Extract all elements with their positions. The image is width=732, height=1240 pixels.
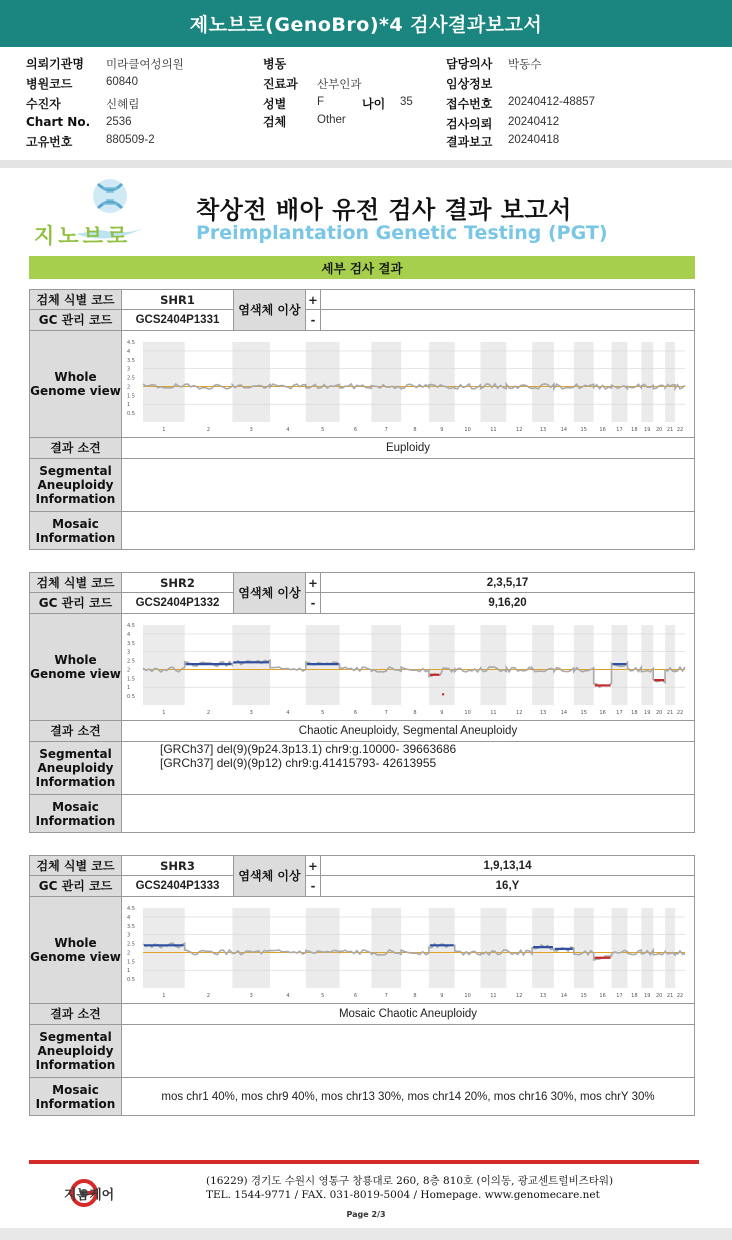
x-tick-label: 10 (464, 710, 471, 716)
y-tick-label: 4.5 (127, 906, 135, 912)
minus-sign: - (305, 875, 321, 897)
y-tick-label: 1 (127, 685, 131, 692)
x-tick-label: 11 (490, 710, 497, 716)
chromosome-band (371, 625, 401, 705)
cnv-point (442, 693, 444, 695)
x-tick-label: 5 (321, 710, 325, 716)
y-tick-label: 0.5 (127, 977, 135, 984)
chromosome-band (612, 342, 628, 422)
mosaic-value (121, 511, 695, 550)
y-tick-label: 4 (127, 914, 131, 921)
y-tick-label: 2.5 (127, 941, 135, 948)
x-tick-label: 12 (516, 710, 523, 716)
y-tick-label: 3.5 (127, 640, 135, 647)
gc-code-label: GC 관리 코드 (29, 875, 122, 897)
gain-chromosomes: 2,3,5,17 (320, 572, 695, 593)
whole-genome-plot-cell (121, 613, 695, 721)
x-tick-label: 21 (666, 427, 674, 433)
sample-id-label: 검체 식별 코드 (29, 289, 122, 310)
sample-id-value: SHR3 (121, 855, 234, 876)
y-tick-label: 1.5 (127, 393, 135, 400)
x-tick-label: 6 (353, 993, 358, 999)
x-tick-label: 20 (656, 993, 663, 999)
y-tick-label: 3 (127, 649, 131, 656)
x-tick-label: 19 (644, 427, 651, 433)
sample-id-value: SHR2 (121, 572, 234, 593)
segmental-line: [GRCh37] del(9)(9p12) chr9:g.41415793- 42613955 (160, 756, 437, 770)
page-number: Page 2/3 (346, 1210, 386, 1219)
sample-id-label: 검체 식별 코드 (29, 855, 122, 876)
info-label: 수진자 (26, 97, 61, 111)
chromosome-band (612, 908, 628, 988)
info-label: 진료과 (263, 77, 298, 91)
whole-genome-view-label: Whole Genome view (29, 330, 122, 438)
info-label: 검체 (263, 115, 287, 129)
chromosome-abnormality-label: 염색체 이상 (233, 572, 306, 614)
sample-block-2 (29, 572, 695, 833)
x-tick-label: 7 (384, 993, 388, 999)
chromosome-band (481, 908, 507, 988)
section-title: 세부 검사 결과 (29, 256, 695, 279)
info-label: 고유번호 (26, 135, 73, 149)
genobro-logo-text: 지노브로 (34, 224, 132, 248)
chromosome-band (665, 625, 675, 705)
chromosome-band (429, 625, 455, 705)
chromosome-band (574, 625, 594, 705)
x-tick-label: 19 (644, 710, 651, 716)
x-tick-label: 20 (656, 427, 663, 433)
x-tick-label: 1 (162, 993, 166, 999)
info-value: 880509-2 (106, 134, 155, 146)
report-subtitle: Preimplantation Genetic Testing (PGT) (196, 222, 608, 244)
info-value: 20240412-48857 (508, 96, 595, 108)
plus-sign: + (305, 289, 321, 310)
chromosome-band (143, 625, 185, 705)
x-tick-label: 22 (676, 427, 684, 433)
x-tick-label: 6 (353, 710, 358, 716)
info-label: 성별 (263, 97, 287, 111)
company-name: 지놈케어 (64, 1188, 115, 1203)
x-tick-label: 14 (560, 427, 568, 433)
y-tick-label: 2.5 (127, 658, 135, 665)
info-value: 20240412 (508, 116, 560, 128)
chromosome-band (429, 342, 455, 422)
x-tick-label: 19 (644, 993, 651, 999)
x-tick-label: 15 (580, 710, 587, 716)
info-label: 결과보고 (446, 135, 493, 149)
x-tick-label: 22 (676, 710, 684, 716)
x-tick-label: 21 (666, 993, 674, 999)
x-tick-label: 10 (464, 427, 471, 433)
y-tick-label: 3 (127, 366, 131, 373)
plus-sign: + (305, 572, 321, 593)
x-tick-label: 8 (413, 710, 417, 716)
y-tick-label: 2 (127, 384, 131, 391)
y-tick-label: 4.5 (127, 340, 135, 346)
result-value: Chaotic Aneuploidy, Segmental Aneuploidy (121, 720, 695, 742)
x-tick-label: 18 (631, 710, 638, 716)
x-tick-label: 17 (616, 710, 623, 716)
x-tick-label: 21 (666, 710, 674, 716)
chromosome-band (641, 625, 653, 705)
x-tick-label: 11 (490, 427, 497, 433)
info-label: Chart No. (26, 115, 91, 129)
x-tick-label: 12 (516, 993, 523, 999)
y-tick-label: 3 (127, 932, 131, 939)
y-tick-label: 1.5 (127, 676, 135, 683)
x-tick-label: 16 (599, 993, 606, 999)
info-value: 20240418 (508, 134, 560, 146)
info-value: F (317, 96, 325, 108)
loss-chromosomes: 16,Y (320, 875, 695, 897)
x-tick-label: 8 (413, 427, 417, 433)
chromosome-band (143, 342, 185, 422)
chromosome-band (306, 908, 340, 988)
segmental-aneuploidy-label: Segmental Aneuploidy Information (29, 1024, 122, 1078)
y-tick-label: 4 (127, 348, 131, 355)
mosaic-label: Mosaic Information (29, 511, 122, 550)
sample-block-3 (29, 855, 695, 1116)
report-title: 착상전 배아 유전 검사 결과 보고서 (196, 196, 572, 224)
x-tick-label: 12 (516, 427, 523, 433)
x-tick-label: 15 (580, 993, 587, 999)
chromosome-band (481, 625, 507, 705)
info-value: 2536 (106, 116, 132, 128)
chromosome-band (532, 625, 554, 705)
info-value: Other (317, 114, 346, 126)
contact-line: TEL. 1544-9771 / FAX. 031-8019-5004 / Homepage. www.genomecare.net (206, 1189, 600, 1201)
chromosome-band (232, 908, 270, 988)
chromosome-band (574, 342, 594, 422)
x-tick-label: 3 (249, 993, 253, 999)
chromosome-abnormality-label: 염색체 이상 (233, 289, 306, 331)
result-label: 결과 소견 (29, 1003, 122, 1025)
whole-genome-plot-cell (121, 330, 695, 438)
x-tick-label: 22 (676, 993, 684, 999)
whole-genome-plot-cell (121, 896, 695, 1004)
info-label: 접수번호 (446, 97, 493, 111)
x-tick-label: 9 (440, 710, 444, 716)
segmental-aneuploidy-label: Segmental Aneuploidy Information (29, 741, 122, 795)
x-tick-label: 17 (616, 993, 623, 999)
minus-sign: - (305, 592, 321, 614)
x-tick-label: 11 (490, 993, 497, 999)
chromosome-band (665, 908, 675, 988)
y-tick-label: 1 (127, 402, 131, 409)
x-tick-label: 13 (539, 710, 547, 716)
gc-code-value: GCS2404P1331 (121, 309, 234, 331)
x-tick-label: 20 (656, 710, 663, 716)
whole-genome-plot (125, 334, 691, 434)
info-value: 미라클여성의원 (106, 59, 184, 71)
gain-chromosomes: 1,9,13,14 (320, 855, 695, 876)
x-tick-label: 8 (413, 993, 417, 999)
y-tick-label: 2 (127, 667, 131, 674)
x-tick-label: 9 (440, 993, 444, 999)
y-tick-label: 1.5 (127, 959, 135, 966)
loss-chromosomes: 9,16,20 (320, 592, 695, 614)
patient-info-panel (0, 47, 732, 160)
segmental-aneuploidy-value (121, 741, 695, 795)
whole-genome-view-label: Whole Genome view (29, 896, 122, 1004)
mosaic-label: Mosaic Information (29, 1077, 122, 1116)
whole-genome-plot (125, 900, 691, 1000)
x-tick-label: 4 (286, 993, 290, 999)
x-tick-label: 16 (599, 427, 606, 433)
chromosome-band (481, 342, 507, 422)
x-tick-label: 7 (384, 427, 388, 433)
segmental-aneuploidy-value (121, 1024, 695, 1078)
x-tick-label: 18 (631, 993, 638, 999)
x-tick-label: 6 (353, 427, 358, 433)
x-tick-label: 9 (440, 427, 444, 433)
sample-block-1 (29, 289, 695, 550)
x-tick-label: 16 (599, 710, 606, 716)
x-tick-label: 2 (206, 427, 211, 433)
info-value: 60840 (106, 76, 138, 88)
plus-sign: + (305, 855, 321, 876)
y-tick-label: 4 (127, 631, 131, 638)
chromosome-band (641, 342, 653, 422)
gc-code-label: GC 관리 코드 (29, 309, 122, 331)
info-label: 검사의뢰 (446, 117, 493, 131)
minus-sign: - (305, 309, 321, 331)
gc-code-value: GCS2404P1332 (121, 592, 234, 614)
company-address (206, 1174, 613, 1202)
mosaic-value: mos chr1 40%, mos chr9 40%, mos chr13 30%, mos chr14 20%, mos chr16 30%, mos chrY 30% (121, 1077, 695, 1116)
section-divider (0, 160, 732, 168)
sample-id-label: 검체 식별 코드 (29, 572, 122, 593)
x-tick-label: 3 (249, 427, 253, 433)
info-value: 박동수 (508, 59, 542, 71)
info-label: 의뢰기관명 (26, 57, 84, 71)
chromosome-band (574, 908, 594, 988)
gc-code-value: GCS2404P1333 (121, 875, 234, 897)
info-label: 병동 (263, 57, 287, 71)
whole-genome-plot (125, 617, 691, 717)
x-tick-label: 14 (560, 993, 568, 999)
chromosome-band (429, 908, 455, 988)
x-tick-label: 5 (321, 427, 325, 433)
y-tick-label: 1 (127, 968, 131, 975)
sample-id-value: SHR1 (121, 289, 234, 310)
report-page (0, 168, 732, 1228)
x-tick-label: 18 (631, 427, 638, 433)
chromosome-band (306, 342, 340, 422)
segmental-line: [GRCh37] del(9)(9p24.3p13.1) chr9:g.10000- 39663686 (160, 742, 457, 756)
chromosome-band (232, 342, 270, 422)
chromosome-abnormality-label: 염색체 이상 (233, 855, 306, 897)
x-tick-label: 7 (384, 710, 388, 716)
gain-chromosomes (320, 289, 695, 310)
y-tick-label: 2 (127, 950, 131, 957)
result-value: Euploidy (121, 437, 695, 459)
y-tick-label: 2.5 (127, 375, 135, 382)
x-tick-label: 4 (286, 427, 290, 433)
loss-chromosomes (320, 309, 695, 331)
genobro-logo (30, 176, 150, 248)
y-tick-label: 0.5 (127, 694, 135, 701)
result-label: 결과 소견 (29, 720, 122, 742)
x-tick-label: 2 (206, 710, 211, 716)
x-tick-label: 1 (162, 710, 166, 716)
y-tick-label: 4.5 (127, 623, 135, 629)
x-tick-label: 15 (580, 427, 587, 433)
x-tick-label: 1 (162, 427, 166, 433)
info-value: 산부인과 (317, 79, 362, 91)
address-line: (16229) 경기도 수원시 영통구 창룡대로 260, 8층 810호 (이의동, 광교센트럴비즈타워) (206, 1175, 614, 1187)
info-label: 나이 (362, 97, 386, 111)
result-value: Mosaic Chaotic Aneuploidy (121, 1003, 695, 1025)
whole-genome-view-label: Whole Genome view (29, 613, 122, 721)
x-tick-label: 17 (616, 427, 623, 433)
segmental-aneuploidy-value (121, 458, 695, 512)
info-label: 병원코드 (26, 77, 73, 91)
info-label: 임상정보 (446, 77, 493, 91)
y-tick-label: 3.5 (127, 923, 135, 930)
x-tick-label: 3 (249, 710, 253, 716)
report-header-title: 제노브로(GenoBro)*4 검사결과보고서 (0, 0, 732, 47)
y-tick-label: 0.5 (127, 411, 135, 418)
segmental-aneuploidy-label: Segmental Aneuploidy Information (29, 458, 122, 512)
x-tick-label: 13 (539, 427, 547, 433)
chromosome-band (371, 908, 401, 988)
chromosome-band (641, 908, 653, 988)
y-tick-label: 3.5 (127, 357, 135, 364)
x-tick-label: 14 (560, 710, 568, 716)
result-label: 결과 소견 (29, 437, 122, 459)
x-tick-label: 2 (206, 993, 211, 999)
chromosome-band (665, 342, 675, 422)
info-value: 35 (400, 96, 413, 108)
mosaic-value (121, 794, 695, 833)
gc-code-label: GC 관리 코드 (29, 592, 122, 614)
x-tick-label: 5 (321, 993, 325, 999)
x-tick-label: 10 (464, 993, 471, 999)
info-label: 담당의사 (446, 57, 493, 71)
footer-divider (29, 1160, 699, 1164)
x-tick-label: 4 (286, 710, 290, 716)
mosaic-label: Mosaic Information (29, 794, 122, 833)
info-value: 신혜림 (106, 99, 140, 111)
chromosome-band (532, 342, 554, 422)
chromosome-band (371, 342, 401, 422)
chromosome-band (232, 625, 270, 705)
x-tick-label: 13 (539, 993, 547, 999)
